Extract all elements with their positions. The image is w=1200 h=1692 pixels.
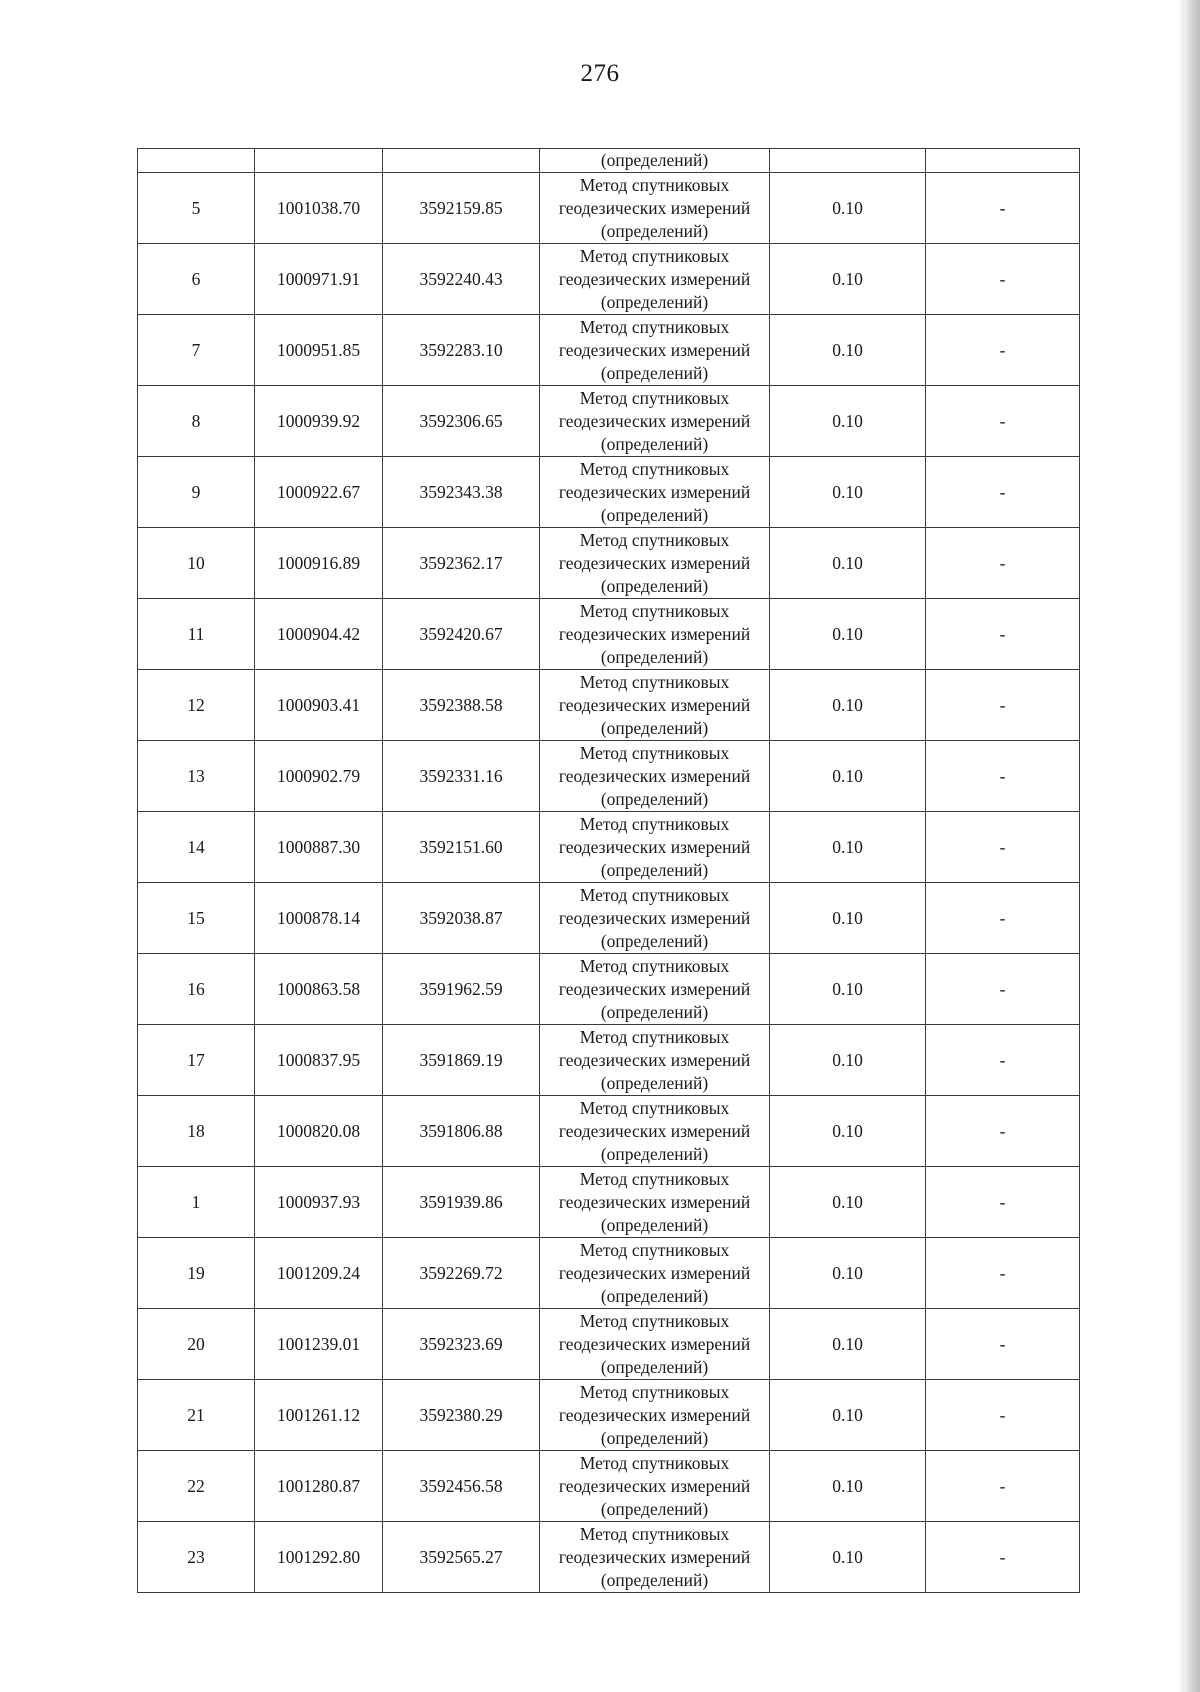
method-line-1: Метод спутниковых <box>579 1239 730 1260</box>
cell-y-coordinate: 3592331.16 <box>383 741 540 812</box>
method-line-2: геодезических измерений <box>558 1404 751 1425</box>
method-line-1: Метод спутниковых <box>579 884 730 905</box>
continuation-row <box>138 149 1080 173</box>
cell-x-coordinate: 1000971.91 <box>255 244 383 315</box>
method-line-2: геодезических измерений <box>558 907 751 928</box>
cell-accuracy <box>770 149 926 173</box>
method-line-2: геодезических измерений <box>558 1191 751 1212</box>
method-line-2: геодезических измерений <box>558 197 751 218</box>
table-row <box>138 173 1080 244</box>
method-line-1: Метод спутниковых <box>579 387 730 408</box>
method-line-1: Метод спутниковых <box>579 742 730 763</box>
method-line-2: геодезических измерений <box>558 1475 751 1496</box>
method-line-2: геодезических измерений <box>558 268 751 289</box>
cell-method <box>540 812 770 883</box>
cell-method <box>540 954 770 1025</box>
method-line-2: геодезических измерений <box>558 481 751 502</box>
table-row <box>138 741 1080 812</box>
cell-y-coordinate: 3592362.17 <box>383 528 540 599</box>
cell-description: - <box>926 670 1080 741</box>
cell-method <box>540 149 770 173</box>
scan-edge-shadow <box>1184 0 1200 1692</box>
method-line-3: (определений) <box>600 575 709 596</box>
cell-point-number: 10 <box>138 528 255 599</box>
cell-x-coordinate: 1000939.92 <box>255 386 383 457</box>
method-line-2: геодезических измерений <box>558 623 751 644</box>
method-line-3: (определений) <box>600 1143 709 1164</box>
method-line-1: Метод спутниковых <box>579 1452 730 1473</box>
table-row <box>138 1380 1080 1451</box>
cell-y-coordinate: 3592380.29 <box>383 1380 540 1451</box>
table-row <box>138 1451 1080 1522</box>
method-line-3: (определений) <box>600 150 709 170</box>
method-line-3: (определений) <box>600 291 709 312</box>
cell-accuracy: 0.10 <box>770 1238 926 1309</box>
table-row <box>138 1096 1080 1167</box>
table-row <box>138 386 1080 457</box>
cell-x-coordinate: 1000878.14 <box>255 883 383 954</box>
cell-y-coordinate: 3592159.85 <box>383 173 540 244</box>
method-line-1: Метод спутниковых <box>579 529 730 550</box>
cell-method <box>540 1025 770 1096</box>
cell-description: - <box>926 1096 1080 1167</box>
cell-accuracy: 0.10 <box>770 741 926 812</box>
method-line-1: Метод спутниковых <box>579 1381 730 1402</box>
cell-y-coordinate: 3592420.67 <box>383 599 540 670</box>
table-row <box>138 1238 1080 1309</box>
cell-y-coordinate: 3592240.43 <box>383 244 540 315</box>
cell-point-number: 20 <box>138 1309 255 1380</box>
method-line-3: (определений) <box>600 646 709 667</box>
cell-y-coordinate: 3592283.10 <box>383 315 540 386</box>
cell-x-coordinate: 1000820.08 <box>255 1096 383 1167</box>
method-line-3: (определений) <box>600 1569 709 1590</box>
cell-point-number: 16 <box>138 954 255 1025</box>
cell-method <box>540 741 770 812</box>
cell-accuracy: 0.10 <box>770 812 926 883</box>
cell-point-number: 5 <box>138 173 255 244</box>
method-line-1: Метод спутниковых <box>579 458 730 479</box>
cell-description: - <box>926 528 1080 599</box>
page-number: 276 <box>580 60 620 87</box>
method-line-1: Метод спутниковых <box>579 1026 730 1047</box>
cell-x-coordinate: 1000902.79 <box>255 741 383 812</box>
cell-x-coordinate: 1000903.41 <box>255 670 383 741</box>
method-line-1: Метод спутниковых <box>579 600 730 621</box>
method-line-3: (определений) <box>600 788 709 809</box>
cell-description <box>926 149 1080 173</box>
cell-x-coordinate: 1000951.85 <box>255 315 383 386</box>
cell-point-number: 12 <box>138 670 255 741</box>
method-line-3: (определений) <box>600 1427 709 1448</box>
cell-method <box>540 244 770 315</box>
method-line-3: (определений) <box>600 433 709 454</box>
cell-method <box>540 173 770 244</box>
cell-accuracy: 0.10 <box>770 1522 926 1593</box>
method-line-1: Метод спутниковых <box>579 316 730 337</box>
cell-point-number: 17 <box>138 1025 255 1096</box>
cell-point-number: 18 <box>138 1096 255 1167</box>
table-row <box>138 315 1080 386</box>
cell-method <box>540 1451 770 1522</box>
cell-y-coordinate: 3591869.19 <box>383 1025 540 1096</box>
cell-point-number: 23 <box>138 1522 255 1593</box>
table-row <box>138 954 1080 1025</box>
cell-accuracy: 0.10 <box>770 1096 926 1167</box>
method-line-3: (определений) <box>600 1214 709 1235</box>
cell-accuracy: 0.10 <box>770 599 926 670</box>
cell-accuracy: 0.10 <box>770 1309 926 1380</box>
method-line-2: геодезических измерений <box>558 339 751 360</box>
cell-y-coordinate: 3591806.88 <box>383 1096 540 1167</box>
cell-accuracy: 0.10 <box>770 1025 926 1096</box>
method-line-3: (определений) <box>600 859 709 880</box>
cell-description: - <box>926 1309 1080 1380</box>
method-line-3: (определений) <box>600 1001 709 1022</box>
cell-accuracy: 0.10 <box>770 1167 926 1238</box>
method-line-3: (определений) <box>600 1072 709 1093</box>
method-line-2: геодезических измерений <box>558 836 751 857</box>
cell-description: - <box>926 1380 1080 1451</box>
table-row <box>138 244 1080 315</box>
method-line-1: Метод спутниковых <box>579 1097 730 1118</box>
cell-description: - <box>926 315 1080 386</box>
cell-method <box>540 1238 770 1309</box>
cell-description: - <box>926 244 1080 315</box>
cell-accuracy: 0.10 <box>770 528 926 599</box>
cell-accuracy: 0.10 <box>770 457 926 528</box>
method-line-1: Метод спутниковых <box>579 1168 730 1189</box>
cell-x-coordinate: 1000863.58 <box>255 954 383 1025</box>
cell-x-coordinate: 1000937.93 <box>255 1167 383 1238</box>
cell-accuracy: 0.10 <box>770 386 926 457</box>
cell-point-number: 14 <box>138 812 255 883</box>
table-row <box>138 1309 1080 1380</box>
table-row <box>138 812 1080 883</box>
cell-y-coordinate: 3591962.59 <box>383 954 540 1025</box>
method-line-3: (определений) <box>600 220 709 241</box>
cell-method <box>540 457 770 528</box>
cell-description: - <box>926 883 1080 954</box>
method-line-3: (определений) <box>600 1498 709 1519</box>
cell-y-coordinate: 3592306.65 <box>383 386 540 457</box>
cell-accuracy: 0.10 <box>770 670 926 741</box>
coordinates-table-body <box>138 149 1080 1593</box>
cell-x-coordinate: 1001209.24 <box>255 1238 383 1309</box>
cell-y-coordinate: 3592151.60 <box>383 812 540 883</box>
cell-accuracy: 0.10 <box>770 315 926 386</box>
method-line-2: геодезических измерений <box>558 694 751 715</box>
cell-description: - <box>926 812 1080 883</box>
cell-x-coordinate: 1000837.95 <box>255 1025 383 1096</box>
cell-point-number: 7 <box>138 315 255 386</box>
cell-x-coordinate: 1000916.89 <box>255 528 383 599</box>
method-line-1: Метод спутниковых <box>579 955 730 976</box>
method-line-3: (определений) <box>600 717 709 738</box>
cell-point-number: 8 <box>138 386 255 457</box>
cell-accuracy: 0.10 <box>770 883 926 954</box>
coordinates-table <box>137 148 1080 1593</box>
cell-x-coordinate <box>255 149 383 173</box>
method-line-2: геодезических измерений <box>558 410 751 431</box>
cell-point-number: 22 <box>138 1451 255 1522</box>
cell-point-number: 19 <box>138 1238 255 1309</box>
method-line-3: (определений) <box>600 1356 709 1377</box>
table-row <box>138 1167 1080 1238</box>
table-row <box>138 1025 1080 1096</box>
cell-description: - <box>926 1167 1080 1238</box>
method-line-3: (определений) <box>600 504 709 525</box>
cell-method <box>540 670 770 741</box>
cell-x-coordinate: 1000922.67 <box>255 457 383 528</box>
method-line-3: (определений) <box>600 1285 709 1306</box>
method-line-2: геодезических измерений <box>558 765 751 786</box>
cell-accuracy: 0.10 <box>770 954 926 1025</box>
cell-x-coordinate: 1001280.87 <box>255 1451 383 1522</box>
cell-y-coordinate: 3592565.27 <box>383 1522 540 1593</box>
method-line-1: Метод спутниковых <box>579 1523 730 1544</box>
cell-accuracy: 0.10 <box>770 244 926 315</box>
method-line-1: Метод спутниковых <box>579 245 730 266</box>
method-line-2: геодезических измерений <box>558 1333 751 1354</box>
cell-accuracy: 0.10 <box>770 173 926 244</box>
cell-method <box>540 528 770 599</box>
method-line-2: геодезических измерений <box>558 1262 751 1283</box>
cell-point-number: 13 <box>138 741 255 812</box>
cell-y-coordinate: 3591939.86 <box>383 1167 540 1238</box>
cell-y-coordinate <box>383 149 540 173</box>
cell-method <box>540 883 770 954</box>
cell-method <box>540 1167 770 1238</box>
method-line-1: Метод спутниковых <box>579 813 730 834</box>
table-row <box>138 883 1080 954</box>
cell-x-coordinate: 1001292.80 <box>255 1522 383 1593</box>
cell-accuracy: 0.10 <box>770 1451 926 1522</box>
method-line-2: геодезических измерений <box>558 1546 751 1567</box>
cell-x-coordinate: 1000887.30 <box>255 812 383 883</box>
method-line-2: геодезических измерений <box>558 552 751 573</box>
method-line-1: Метод спутниковых <box>579 1310 730 1331</box>
table-row <box>138 1522 1080 1593</box>
cell-point-number: 21 <box>138 1380 255 1451</box>
cell-y-coordinate: 3592038.87 <box>383 883 540 954</box>
method-line-3: (определений) <box>600 930 709 951</box>
cell-method <box>540 1096 770 1167</box>
cell-y-coordinate: 3592323.69 <box>383 1309 540 1380</box>
cell-description: - <box>926 457 1080 528</box>
method-line-2: геодезических измерений <box>558 1120 751 1141</box>
cell-description: - <box>926 386 1080 457</box>
cell-point-number: 9 <box>138 457 255 528</box>
cell-method <box>540 599 770 670</box>
cell-description: - <box>926 954 1080 1025</box>
method-line-1: Метод спутниковых <box>579 174 730 195</box>
cell-point-number: 1 <box>138 1167 255 1238</box>
cell-point-number: 6 <box>138 244 255 315</box>
cell-x-coordinate: 1001038.70 <box>255 173 383 244</box>
cell-method <box>540 1309 770 1380</box>
cell-method <box>540 386 770 457</box>
cell-x-coordinate: 1001239.01 <box>255 1309 383 1380</box>
cell-description: - <box>926 1025 1080 1096</box>
cell-description: - <box>926 599 1080 670</box>
cell-method <box>540 1380 770 1451</box>
cell-description: - <box>926 1451 1080 1522</box>
method-line-3: (определений) <box>600 362 709 383</box>
table-row <box>138 528 1080 599</box>
cell-description: - <box>926 1522 1080 1593</box>
cell-y-coordinate: 3592343.38 <box>383 457 540 528</box>
cell-x-coordinate: 1001261.12 <box>255 1380 383 1451</box>
table-row <box>138 670 1080 741</box>
cell-accuracy: 0.10 <box>770 1380 926 1451</box>
cell-method <box>540 315 770 386</box>
method-line-2: геодезических измерений <box>558 978 751 999</box>
cell-description: - <box>926 741 1080 812</box>
cell-description: - <box>926 173 1080 244</box>
cell-point-number <box>138 149 255 173</box>
cell-y-coordinate: 3592388.58 <box>383 670 540 741</box>
cell-point-number: 11 <box>138 599 255 670</box>
cell-x-coordinate: 1000904.42 <box>255 599 383 670</box>
cell-y-coordinate: 3592456.58 <box>383 1451 540 1522</box>
table-row <box>138 599 1080 670</box>
method-line-1: Метод спутниковых <box>579 671 730 692</box>
table-row <box>138 457 1080 528</box>
method-line-2: геодезических измерений <box>558 1049 751 1070</box>
cell-y-coordinate: 3592269.72 <box>383 1238 540 1309</box>
cell-point-number: 15 <box>138 883 255 954</box>
cell-description: - <box>926 1238 1080 1309</box>
cell-method <box>540 1522 770 1593</box>
